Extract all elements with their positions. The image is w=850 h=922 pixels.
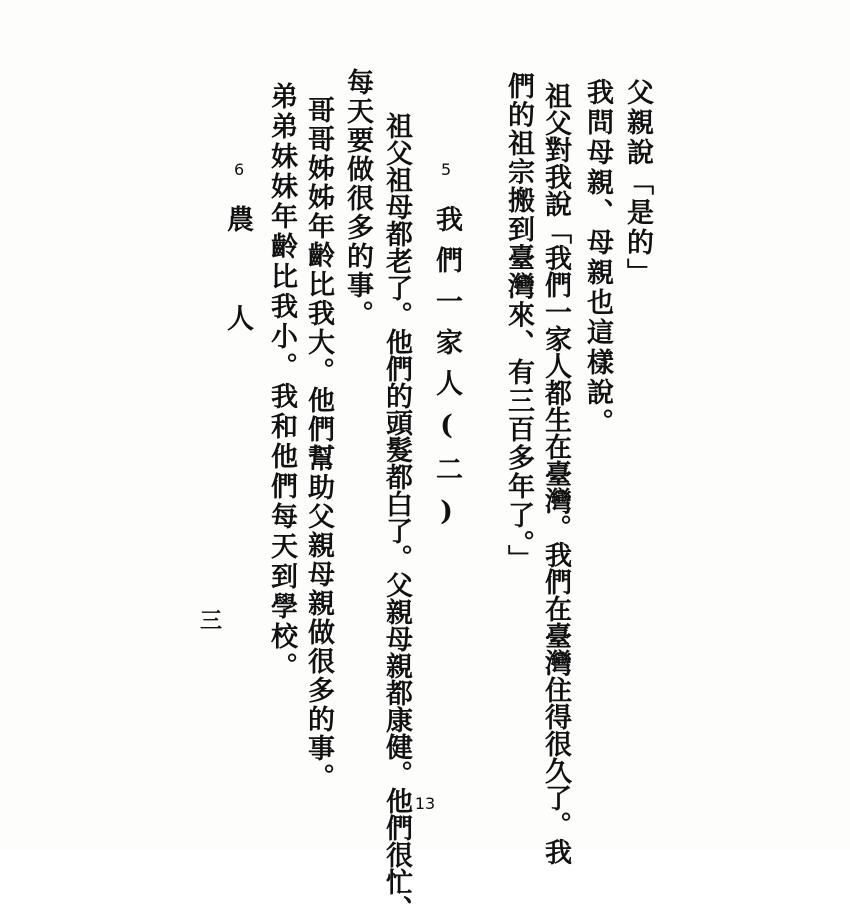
text-column-2: 我問母親、母親也這樣說。 bbox=[582, 78, 613, 438]
lesson-6-title: 農人 bbox=[222, 205, 253, 403]
text-column-1: 父親說「是的」 bbox=[622, 78, 653, 288]
text-column-3: 祖父對我說「我們一家人都生在臺灣。我們在臺灣住得很久了。我 bbox=[540, 82, 571, 865]
text-column-4: 們的祖宗搬到臺灣來、有三百多年了。」 bbox=[503, 72, 534, 574]
text-column-6: 每天要做很多的事。 bbox=[342, 68, 373, 329]
lesson-5-title: 我們一家人(二) bbox=[431, 205, 462, 541]
text-column-5: 祖父祖母都老了。他們的頭髮都白了。父親母親都康健。他們很忙、 bbox=[381, 112, 412, 922]
text-column-8: 弟弟妹妹年齡比我小。我和他們每天到學校。 bbox=[266, 82, 297, 682]
lesson-5-number: 5 bbox=[441, 160, 452, 179]
lesson-6-number: 6 bbox=[234, 160, 245, 179]
page-number: 13 bbox=[414, 794, 436, 813]
text-column-7: 哥哥姊姊年齡比我大。他們幫助父親母親做很多的事。 bbox=[303, 96, 334, 792]
folio-numeral: 三 bbox=[200, 608, 223, 634]
